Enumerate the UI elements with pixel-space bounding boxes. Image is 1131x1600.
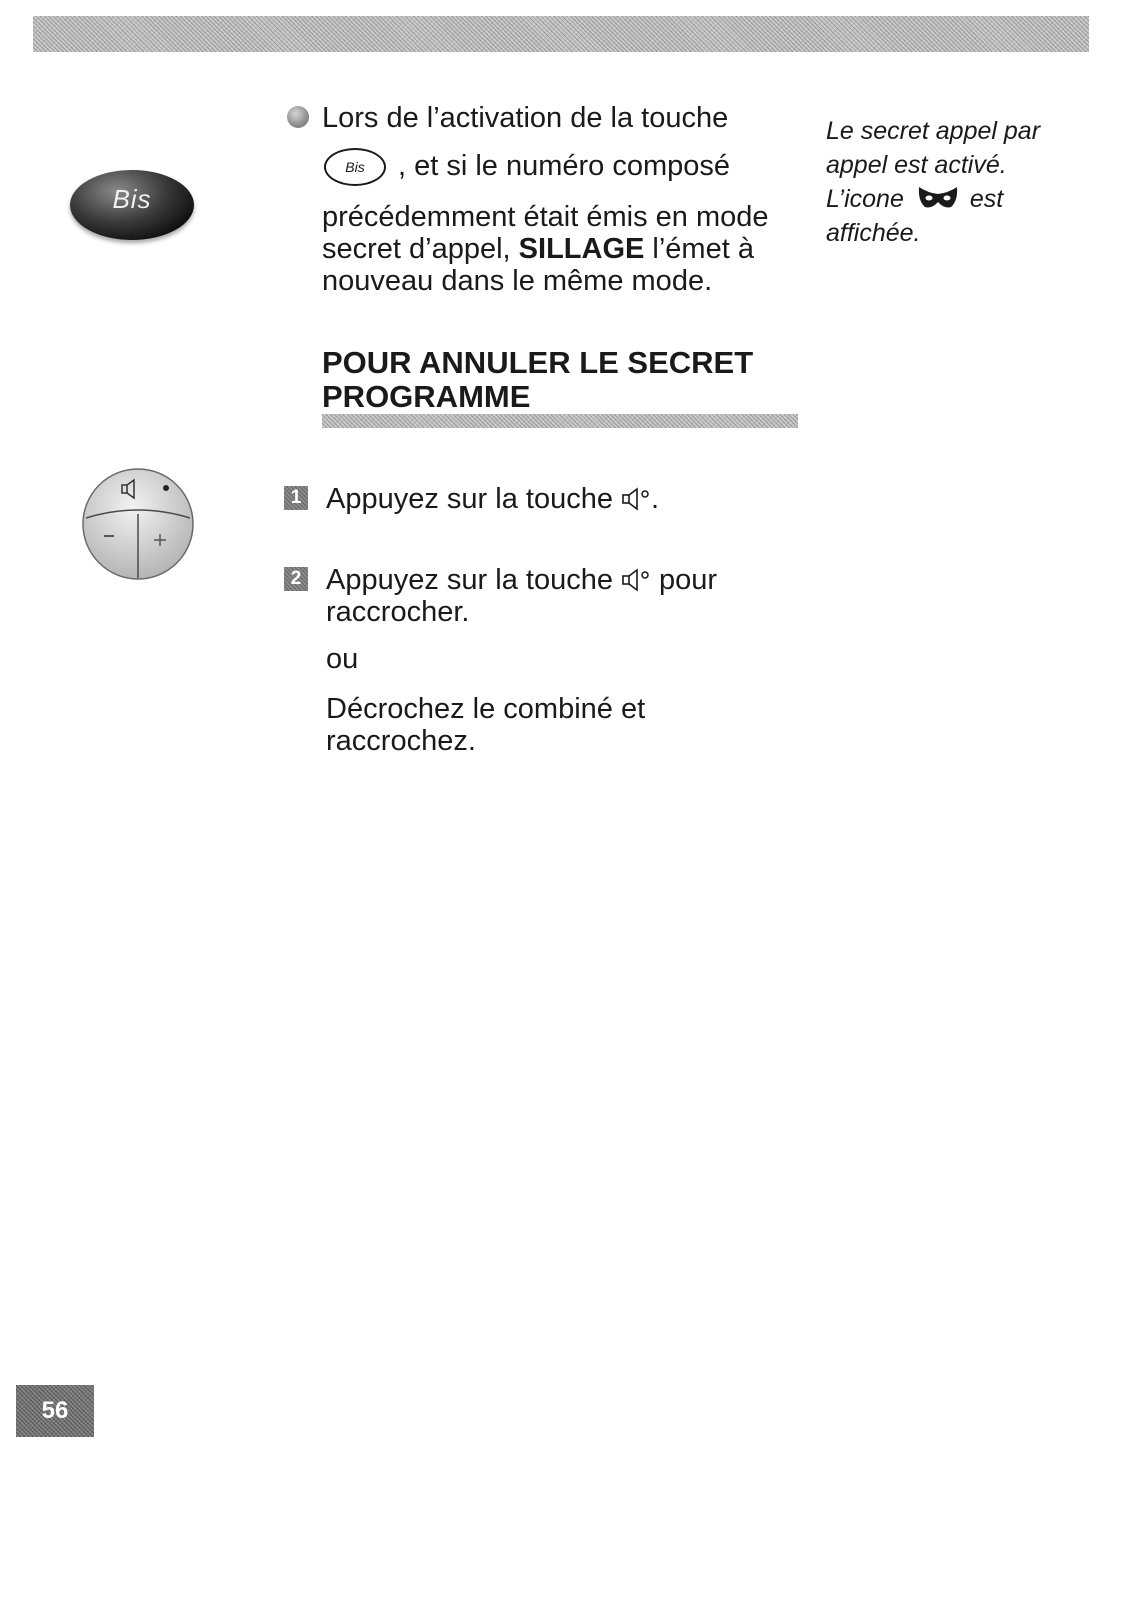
bullet-icon — [287, 106, 309, 128]
side-note-line-1: Le secret appel par appel est activé. — [826, 117, 1041, 179]
page-number: 56 — [16, 1385, 94, 1437]
speaker-icon — [621, 487, 651, 511]
step-1-suffix: . — [650, 483, 660, 515]
alternative-instruction: Décrochez le combiné et raccrochez. — [326, 693, 646, 757]
intro-text-before: précédemment était émis en mode secret d’appel, — [322, 201, 769, 265]
side-note — [826, 114, 1086, 250]
header-band — [33, 16, 1089, 52]
section-title: POUR ANNULER LE SECRET PROGRAMME — [322, 345, 754, 414]
side-note-icone-label: L’icone — [826, 185, 904, 213]
volume-keypad-illustration — [80, 466, 196, 582]
bis-key-inline-icon — [324, 148, 386, 186]
step-1-text: Appuyez sur la touche — [326, 483, 613, 515]
step-1 — [326, 483, 659, 515]
indicator-dot — [163, 485, 169, 491]
bis-key-illustration — [70, 170, 194, 240]
or-separator: ou — [326, 643, 359, 675]
speaker-icon — [621, 568, 651, 592]
step-number-1: 1 — [284, 486, 308, 510]
brand-name: SILLAGE — [518, 233, 645, 265]
intro-line-2: , et si le numéro composé — [398, 150, 731, 182]
side-note-line-3: affichée. — [826, 219, 921, 247]
intro-line-1: Lors de l’activation de la touche — [322, 102, 729, 134]
section-underline — [322, 414, 798, 428]
intro-text-after: l’émet à nouveau dans le même mode. — [322, 233, 754, 297]
secret-mask-icon — [918, 185, 958, 211]
side-note-est-label: est — [969, 185, 1004, 213]
step-2 — [326, 564, 786, 628]
step-number-2: 2 — [284, 567, 308, 591]
intro-paragraph — [322, 201, 802, 297]
bis-inline-label: Bis — [345, 159, 365, 175]
bis-key-label: Bis — [112, 184, 152, 214]
step-2-suffix: pour raccrocher. — [326, 564, 718, 628]
step-2-text: Appuyez sur la touche — [326, 564, 613, 596]
